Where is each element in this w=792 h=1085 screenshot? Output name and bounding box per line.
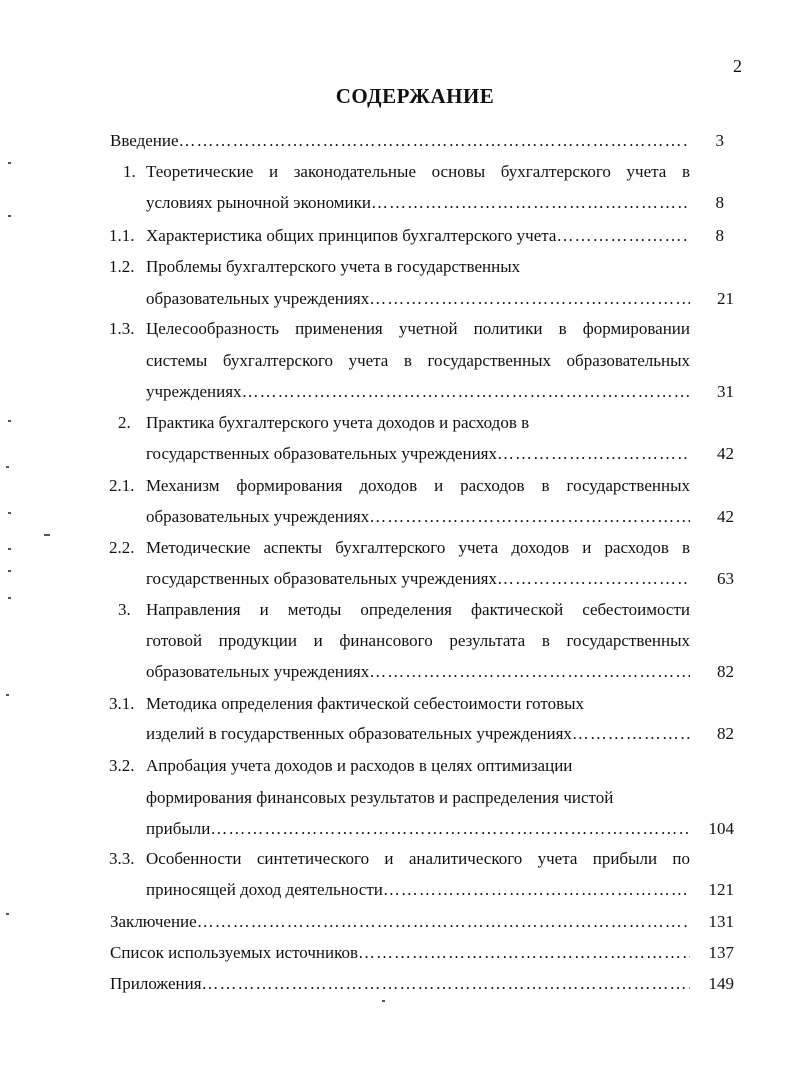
toc-entry-page: 82 (717, 724, 734, 743)
toc-entry-number: 1.1. (109, 226, 135, 245)
toc-entry-title: Практика бухгалтерского учета доходов и расходов в (146, 413, 530, 432)
toc-entry-continuation: формирования финансовых результатов и распределения чистой (146, 788, 614, 807)
toc-entry-title: Проблемы бухгалтерского учета в государственных (146, 257, 521, 276)
toc-entry-continuation: учреждениях ………………………………………………………………………………………………………………………………………………………………………………………………… (146, 382, 690, 404)
toc-entry-continuation: образовательных учреждениях ………………………………………………………………………………………………………………………………………………………………………………………………… (146, 662, 690, 684)
toc-entry-title: Введение (110, 131, 179, 150)
toc-entry-title: Апробация учета доходов и расходов в целях оптимизации (146, 756, 573, 775)
toc-entry-number: 1. (123, 162, 136, 181)
toc-entry-title: Целесообразность применения учетной политики в формировании (146, 319, 690, 338)
scan-speck (8, 215, 11, 217)
toc-entry-page: 137 (708, 943, 734, 962)
toc-entry-title: Направления и методы определения фактической себестоимости (146, 600, 690, 619)
toc-entry-number: 1.2. (109, 257, 135, 276)
toc-entry-conclusion: Заключение ………………………………………………………………………………………………………………………………………………………………………………………………… (110, 912, 690, 934)
page-title: СОДЕРЖАНИЕ (335, 84, 495, 108)
toc-entry-number: 3.3. (109, 849, 135, 868)
scan-speck (6, 466, 9, 468)
toc-entry-page: 8 (715, 193, 724, 212)
toc-entry-continuation: прибыли ………………………………………………………………………………………………………………………………………………………………………………………………… (146, 819, 690, 841)
toc-entry-title: Методические аспекты бухгалтерского учета доходов и расходов в (146, 538, 690, 557)
scan-speck (8, 162, 11, 164)
toc-entry-continuation: приносящей доход деятельности ………………………………………………………………………………………………………………………………………………………………………………………………… (146, 880, 690, 902)
toc-entry-page: 121 (708, 880, 734, 899)
toc-entry-page: 82 (717, 662, 734, 681)
toc-entry-title: Механизм формирования доходов и расходов в государственных (146, 476, 690, 495)
toc-entry-title: Характеристика общих принципов бухгалтерского учета ………………………………………………………………………………………………………………………………………………………………………………………………… (146, 226, 690, 248)
scan-speck (44, 534, 50, 536)
scan-speck (6, 913, 9, 915)
toc-entry-page: 149 (708, 974, 734, 993)
toc-entry-references: Список используемых источников ………………………………………………………………………………………………………………………………………………………………………………………………… (110, 943, 690, 965)
scan-speck (8, 570, 11, 572)
scan-speck (8, 548, 11, 550)
scan-speck (8, 420, 11, 422)
page-number: 2 (733, 56, 742, 76)
toc-entry-page: 8 (715, 226, 724, 245)
toc-entry-number: 3.2. (109, 756, 135, 775)
scan-speck (8, 512, 11, 514)
toc-entry-number: 3. (118, 600, 131, 619)
toc-entry-page: 42 (717, 444, 734, 463)
toc-entry-page: 31 (717, 382, 734, 401)
toc-entry-page: 21 (717, 289, 734, 308)
toc-entry-title: Теоретические и законодательные основы бухгалтерского учета в (146, 162, 690, 181)
toc-entry-continuation: условиях рыночной экономики ………………………………………………………………………………………………………………………………………………………………………………………………… (146, 193, 690, 215)
toc-entry-number: 3.1. (109, 694, 135, 713)
toc-entry-continuation: образовательных учреждениях ………………………………………………………………………………………………………………………………………………………………………………………………… (146, 289, 690, 311)
toc-entry-page: 63 (717, 569, 734, 588)
toc-entry-continuation: изделий в государственных образовательных учреждениях ………………………………………………………………………………………………………………………………………………………………………………………………… (146, 724, 690, 746)
toc-entry-continuation: системы бухгалтерского учета в государственных образовательных (146, 351, 690, 370)
toc-entry-page: 131 (708, 912, 734, 931)
toc-entry-page: 104 (708, 819, 734, 838)
toc-entry-introduction (110, 131, 690, 153)
toc-entry-continuation: образовательных учреждениях ………………………………………………………………………………………………………………………………………………………………………………………………… (146, 507, 690, 529)
toc-entry-continuation: государственных образовательных учреждениях ………………………………………………………………………………………………………………………………………………………………………………………………… (146, 444, 690, 466)
toc-entry-title: Особенности синтетического и аналитического учета прибыли по (146, 849, 690, 868)
toc-entry-page: 42 (717, 507, 734, 526)
toc-entry-appendices: Приложения ………………………………………………………………………………………………………………………………………………………………………………………………… (110, 974, 690, 996)
scan-speck (382, 1000, 385, 1002)
toc-entry-title: Методика определения фактической себестоимости готовых (146, 694, 585, 713)
toc-entry-continuation: готовой продукции и финансового результата в государственных (146, 631, 690, 650)
toc-entry-number: 2.1. (109, 476, 135, 495)
toc-entry-number: 2. (118, 413, 131, 432)
scan-speck (8, 597, 11, 599)
toc-entry-page: 3 (715, 131, 724, 150)
toc-entry-number: 1.3. (109, 319, 135, 338)
toc-entry-number: 2.2. (109, 538, 135, 557)
toc-entry-continuation: государственных образовательных учреждениях ………………………………………………………………………………………………………………………………………………………………………………………………… (146, 569, 690, 591)
scan-speck (6, 694, 9, 696)
